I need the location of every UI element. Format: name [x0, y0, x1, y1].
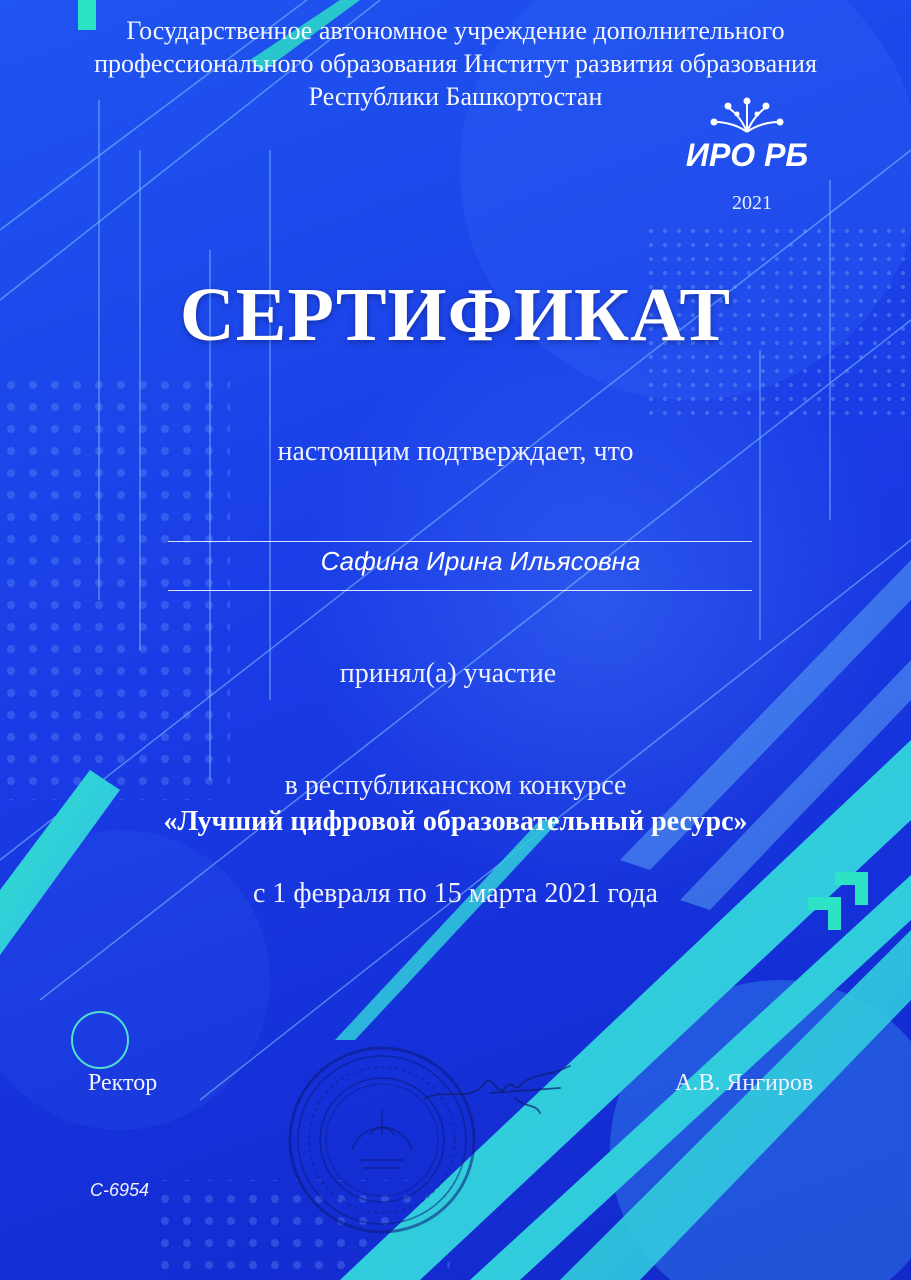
- certificate-title: СЕРТИФИКАТ: [179, 273, 732, 357]
- header-line-2: профессионального образования Институт развития образования: [94, 49, 817, 78]
- name-line-bottom: [168, 590, 752, 591]
- rector-label: Ректор: [88, 1070, 158, 1096]
- recipient-name: Сафина Ирина Ильясовна: [320, 546, 641, 576]
- iro-rb-logo-icon: [685, 92, 810, 182]
- header-line-3: Республики Башкортостан: [308, 82, 603, 111]
- contest-intro: в республиканском конкурсе: [284, 770, 627, 801]
- participated-text: принял(а) участие: [339, 658, 557, 689]
- logo-year: 2021: [732, 192, 772, 214]
- contest-name: «Лучший цифровой образовательный ресурс»: [163, 806, 748, 837]
- name-line-top: [168, 541, 752, 542]
- contest-dates: с 1 февраля по 15 марта 2021 года: [253, 878, 658, 909]
- header-line-1: Государственное автономное учреждение дополнительного: [126, 16, 785, 45]
- signer-name: А.В. Янгиров: [675, 1070, 814, 1096]
- logo-text: ИРО РБ: [685, 137, 809, 173]
- confirm-text: настоящим подтверждает, что: [277, 436, 634, 467]
- registration-number: С-6954: [90, 1180, 150, 1200]
- signature-icon: [420, 1058, 580, 1128]
